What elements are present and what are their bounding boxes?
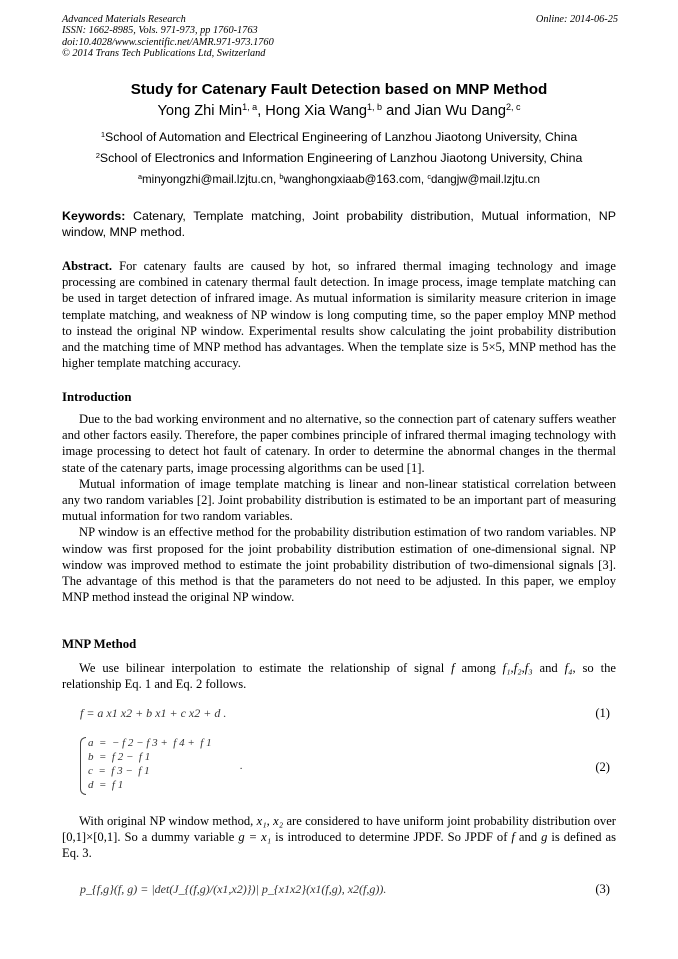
email-b[interactable]: wanghongxiaab@163.com, (283, 173, 425, 186)
mnp-p2-text-c: is introduced to determine JPDF. So JPDF of (275, 830, 508, 845)
email-line (40, 173, 638, 186)
mnp-p2-var-x2: x₂ (273, 814, 284, 828)
issn-line: ISSN: 1662-8985, Vols. 971-973, pp 1760-1763 (62, 25, 258, 37)
equation-2-brace (80, 737, 86, 795)
equation-3-number: (3) (595, 882, 610, 896)
mnp-p2-text-b: are considered to have uniform joint probability distribution over [0,1]×[0,1]. So a dummy variable (62, 814, 617, 845)
equation-2-line-b: b = f 2 − f 1 (88, 751, 151, 763)
mnp-p1-text-c: , so the relationship Eq. 1 and Eq. 2 follows. (62, 661, 616, 692)
mnp-p2-text-d: is defined as Eq. 3. (62, 830, 617, 861)
mnp-p2-text-a: With original NP window method, (79, 814, 254, 828)
doi-line: doi:10.4028/www.scientific.net/AMR.971-973.1760 (62, 36, 274, 48)
equation-2-line-d: d = f 1 (88, 779, 124, 791)
author-2-sup: 1, b (366, 102, 383, 113)
equation-2-number: (2) (595, 760, 610, 774)
email-b-sup: b (279, 172, 284, 182)
mnp-p1-var-f4: f₄ (564, 661, 573, 675)
affiliation-1-text: School of Automation and Electrical Engineering of Lanzhou Jiaotong University, China (105, 130, 578, 144)
author-1-sup: 1, a (242, 102, 258, 113)
intro-paragraph-1: Due to the bad working environment and no alternative, so the connection part of catenary suffers weather and other factors easily. Therefore, the paper combines principle of infrared thermal imaging technology with image processing to detect hot fault of catenary. In order to determine the abnormal changes in the thermal state of the catenary parts, image processing algorithms can be used [1]. (62, 412, 616, 475)
equation-2-dot: . (240, 760, 243, 772)
email-a[interactable]: minyongzhi@mail.lzjtu.cn, (141, 173, 277, 186)
paper-title: Study for Catenary Fault Detection based on MNP Method (130, 81, 548, 98)
online-date: Online: 2014-06-25 (535, 14, 618, 25)
mnp-p2-var-g-def: g = x₁ (238, 830, 272, 845)
author-list: Yong Zhi Min$^{1, a}$, Hong Xia Wang$^{1, b}$ and Jian Wu Dang$^{2, c}$ (157, 102, 521, 119)
author-and: and (386, 103, 411, 119)
affiliation-2 (40, 151, 638, 165)
affiliation-2-sup: 2 (95, 150, 100, 160)
equation-1-number: (1) (595, 706, 610, 720)
affiliation-2-text: School of Electronics and Information Engineering of Lanzhou Jiaotong University, China (99, 151, 583, 165)
copyright-line: © 2014 Trans Tech Publications Ltd, Switzerland (62, 48, 266, 60)
keywords (62, 208, 616, 240)
mnp-paragraph-1 (62, 660, 616, 692)
mnp-p2-var-x1: x₁, (256, 814, 270, 828)
introduction-heading: Introduction (62, 390, 132, 404)
journal-name: Advanced Materials Research (62, 14, 186, 25)
equation-2-line-c: c = f 3 − f 1 (88, 765, 150, 777)
mnp-p2-var-f: f (511, 830, 515, 845)
mnp-p1-vars: f₁,f₂,f₃ (502, 661, 533, 675)
mnp-heading: MNP Method (62, 637, 137, 651)
author-3: Jian Wu Dang (414, 103, 506, 119)
author-2: Hong Xia Wang (265, 103, 367, 119)
equation-1: f = a x1 x2 + b x1 + c x2 + d . (80, 706, 227, 720)
email-c[interactable]: dangjw@mail.lzjtu.cn (430, 173, 541, 186)
keywords-label: Keywords: (62, 209, 126, 223)
email-a-sup: a (137, 172, 142, 182)
intro-paragraph-3: NP window is an effective method for the probability distribution estimation of two random variables. NP window was first proposed for the joint probability distribution estimation of one-dimensional signal. NP window was improved method to estimate the joint probability distribution of two-dimensional signals [3]. The advantage of this method is that the parameters do not need to be adjusted. In this paper, we employ MNP method instead the original NP window. (62, 525, 616, 605)
abstract-text: For catenary faults are caused by hot, so infrared thermal imaging technology and image processing are combined in catenary thermal fault detection. In image process, image template matching can be used in target detection of infrared image. As mutual information is similarity measure criterion in image template matching, and weakness of NP window is long computing time, so the paper employ MNP method to instead the original NP window. Experimental results show calculating the joint probability distribution and the matching time of MNP method has advantages. When the template size is 5×5, MNP method has the higher template matching accuracy. (62, 259, 616, 371)
affiliation-1-sup: 1 (100, 129, 106, 139)
journal-header (62, 14, 618, 60)
mnp-p2-var-g: g (541, 830, 548, 845)
equation-3: p_{f,g}(f, g) = |det(J_{(f,g)/(x1,x2)})| p_{x1x2}(x1(f,g), x2(f,g)). (80, 882, 387, 896)
author-1: Yong Zhi Min (157, 103, 243, 119)
introduction-body (62, 411, 616, 605)
mnp-p1-var-f: f (451, 661, 455, 675)
mnp-p2-and: and (518, 830, 538, 845)
mnp-p1-text-b: among (461, 661, 496, 675)
mnp-p1-and: and (539, 661, 558, 675)
author-3-sup: 2, c (505, 102, 521, 113)
abstract (62, 258, 616, 371)
keywords-text: Catenary, Template matching, Joint probability distribution, Mutual information, NP window, MNP method. (62, 209, 616, 239)
intro-paragraph-2: Mutual information of image template matching is linear and non-linear statistical correlation between any two random variables [2]. Joint probability distribution is estimated to be an important part of measuring mutual information for two random variables. (62, 476, 616, 524)
email-c-sup: c (427, 172, 431, 182)
equation-2-line-a: a = − f 2 − f 3 + f 4 + f 1 (88, 737, 212, 749)
affiliation-1 (40, 130, 638, 144)
mnp-p1-text-a: We use bilinear interpolation to estimate the relationship of signal (79, 661, 445, 675)
mnp-paragraph-2 (62, 813, 616, 862)
abstract-label: Abstract. (62, 259, 113, 273)
